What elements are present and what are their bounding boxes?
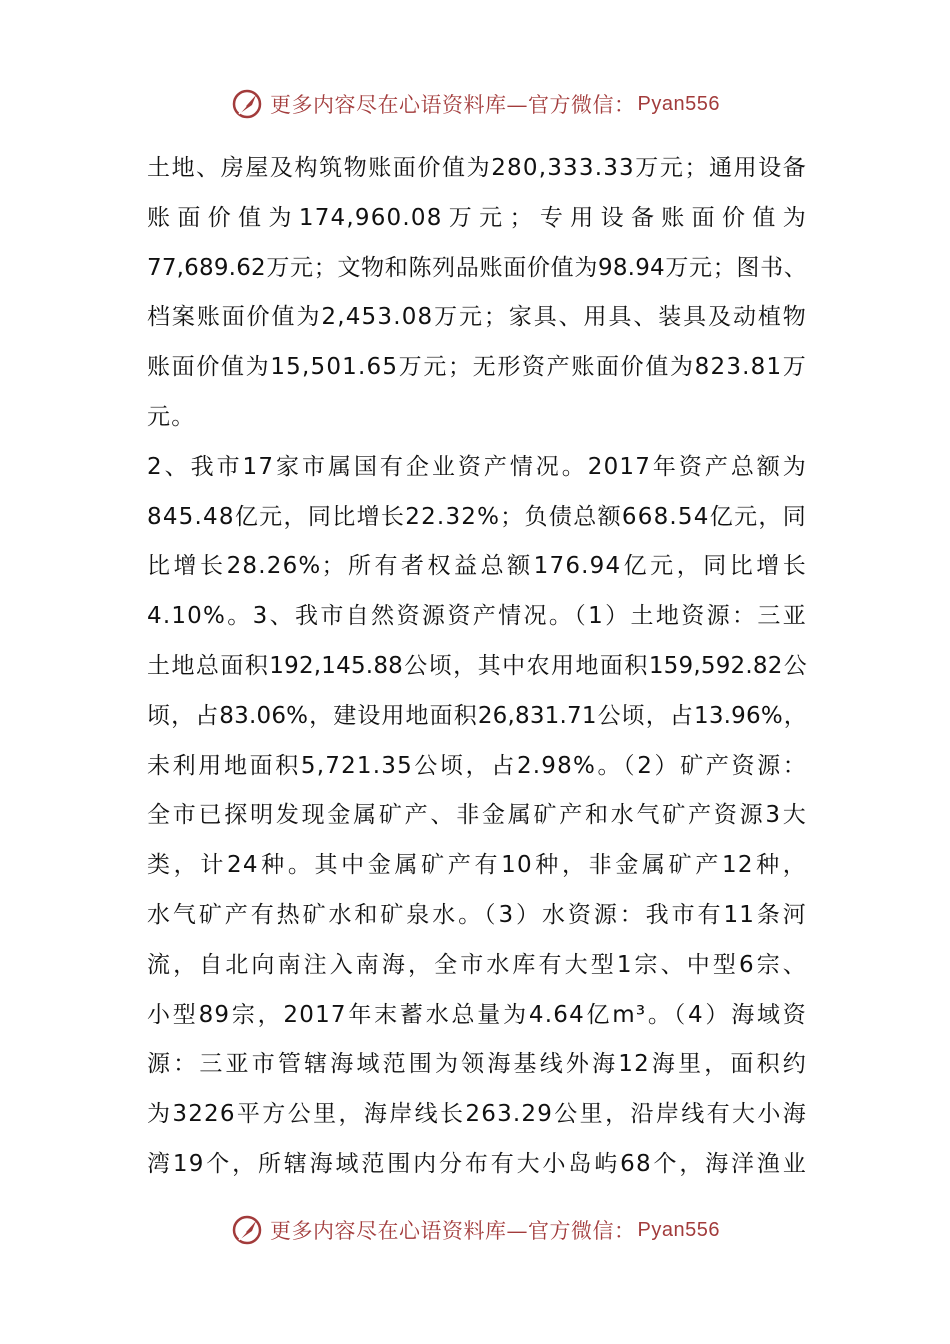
text-line: 元。 <box>147 403 196 430</box>
text-line: 未利用地面积5,721.35公顷，占2.98%。（2）矿产资源： <box>147 752 807 779</box>
text-line: 账面价值为174,960.08万元；专用设备账面价值为 <box>147 204 807 231</box>
text-line: 档案账面价值为2,453.08万元；家具、用具、装具及动植物 <box>147 304 807 331</box>
document-body <box>147 144 807 1190</box>
text-line: 845.48亿元，同比增长22.32%；负债总额668.54亿元，同 <box>147 503 807 530</box>
quill-logo-icon <box>230 87 264 121</box>
watermark-wechat-id: Pyan556 <box>637 92 720 115</box>
text-line: 顷，占83.06%，建设用地面积26,831.71公顷，占13.96%， <box>147 702 807 729</box>
text-line: 账面价值为15,501.65万元；无形资产账面价值为823.81万 <box>147 354 807 381</box>
text-line: 比增长28.26%；所有者权益总额176.94亿元，同比增长 <box>147 553 807 580</box>
text-line: 4.10%。3、我市自然资源资产情况。（1）土地资源：三亚 <box>147 603 807 630</box>
text-line: 为3226平方公里，海岸线长263.29公里，沿岸线有大小海 <box>147 1101 807 1128</box>
text-line: 水气矿产有热矿水和矿泉水。（3）水资源：我市有11条河 <box>147 901 807 928</box>
footer-watermark <box>0 1210 950 1250</box>
watermark-text: 更多内容尽在心语资料库—官方微信： <box>270 1219 636 1243</box>
text-line: 全市已探明发现金属矿产、非金属矿产和水气矿产资源3大 <box>147 802 807 829</box>
text-line: 湾19个，所辖海域范围内分布有大小岛屿68个，海洋渔业 <box>147 1150 807 1177</box>
quill-logo-icon <box>230 1213 264 1247</box>
text-line: 小型89宗，2017年末蓄水总量为4.64亿m³。（4）海域资 <box>147 1001 807 1028</box>
text-line: 源：三亚市管辖海域范围为领海基线外海12海里，面积约 <box>147 1051 807 1078</box>
watermark-wechat-id: Pyan556 <box>637 1218 720 1241</box>
text-line: 2、我市17家市属国有企业资产情况。2017年资产总额为 <box>147 453 807 480</box>
text-line: 土地、房屋及构筑物账面价值为280,333.33万元；通用设备 <box>147 155 807 181</box>
text-line: 77,689.62万元；文物和陈列品账面价值为98.94万元；图书、 <box>147 254 807 281</box>
watermark-text: 更多内容尽在心语资料库—官方微信： <box>270 93 636 117</box>
header-watermark <box>0 84 950 124</box>
text-line: 土地总面积192,145.88公顷，其中农用地面积159,592.82公 <box>147 652 807 679</box>
text-line: 类，计24种。其中金属矿产有10种，非金属矿产12种， <box>147 852 807 879</box>
text-line: 流，自北向南注入南海，全市水库有大型1宗、中型6宗、 <box>147 951 807 978</box>
